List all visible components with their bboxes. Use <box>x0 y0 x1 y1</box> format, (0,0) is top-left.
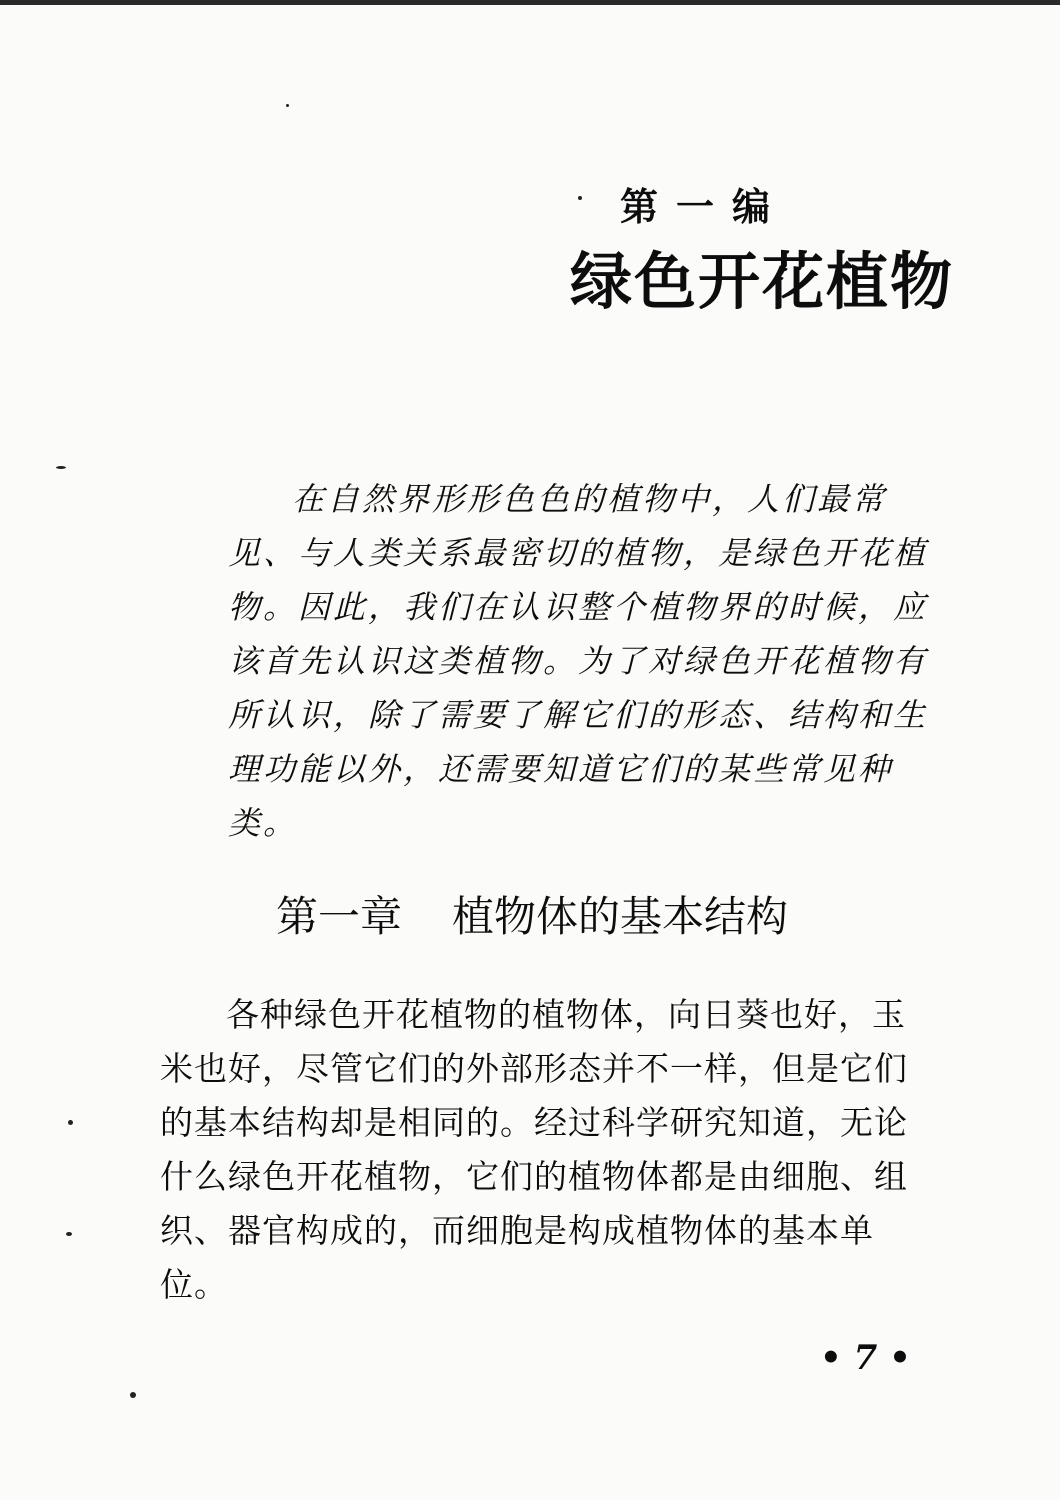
scan-speck <box>286 104 289 107</box>
scan-speck <box>56 466 66 469</box>
page-number: • 7 • <box>820 1338 911 1378</box>
chapter-heading <box>276 884 788 944</box>
chapter-number: 第一章 <box>276 892 403 941</box>
body-paragraph <box>160 988 930 1312</box>
part-title: 绿色开花植物 <box>570 245 955 318</box>
scan-speck <box>578 196 582 200</box>
intro-paragraph <box>228 472 928 850</box>
body-paragraph-text: 各种绿色开花植物的植物体，向日葵也好，玉米也好，尽管它们的外部形态并不一样，但是它们的基本结构却是相同的。经过科学研究知道，无论什么绿色开花植物，它们的植物体都是由细胞、组织、器官构成的，而细胞是构成植物体的基本单位。 <box>160 995 908 1304</box>
scan-top-edge <box>0 0 1060 5</box>
scan-speck <box>66 1232 72 1236</box>
part-label: 第一编 <box>620 185 789 229</box>
intro-paragraph-text: 在自然界形形色色的植物中，人们最常见、与人类关系最密切的植物，是绿色开花植物。因此，我们在认识整个植物界的时候，应该首先认识这类植物。为了对绿色开花植物有所认识，除了需要了解它们的形态、结构和生理功能以外，还需要知道它们的某些常见种类。 <box>228 480 929 842</box>
scan-speck <box>68 1120 73 1125</box>
scan-speck <box>130 1392 136 1398</box>
chapter-title: 植物体的基本结构 <box>452 892 789 941</box>
